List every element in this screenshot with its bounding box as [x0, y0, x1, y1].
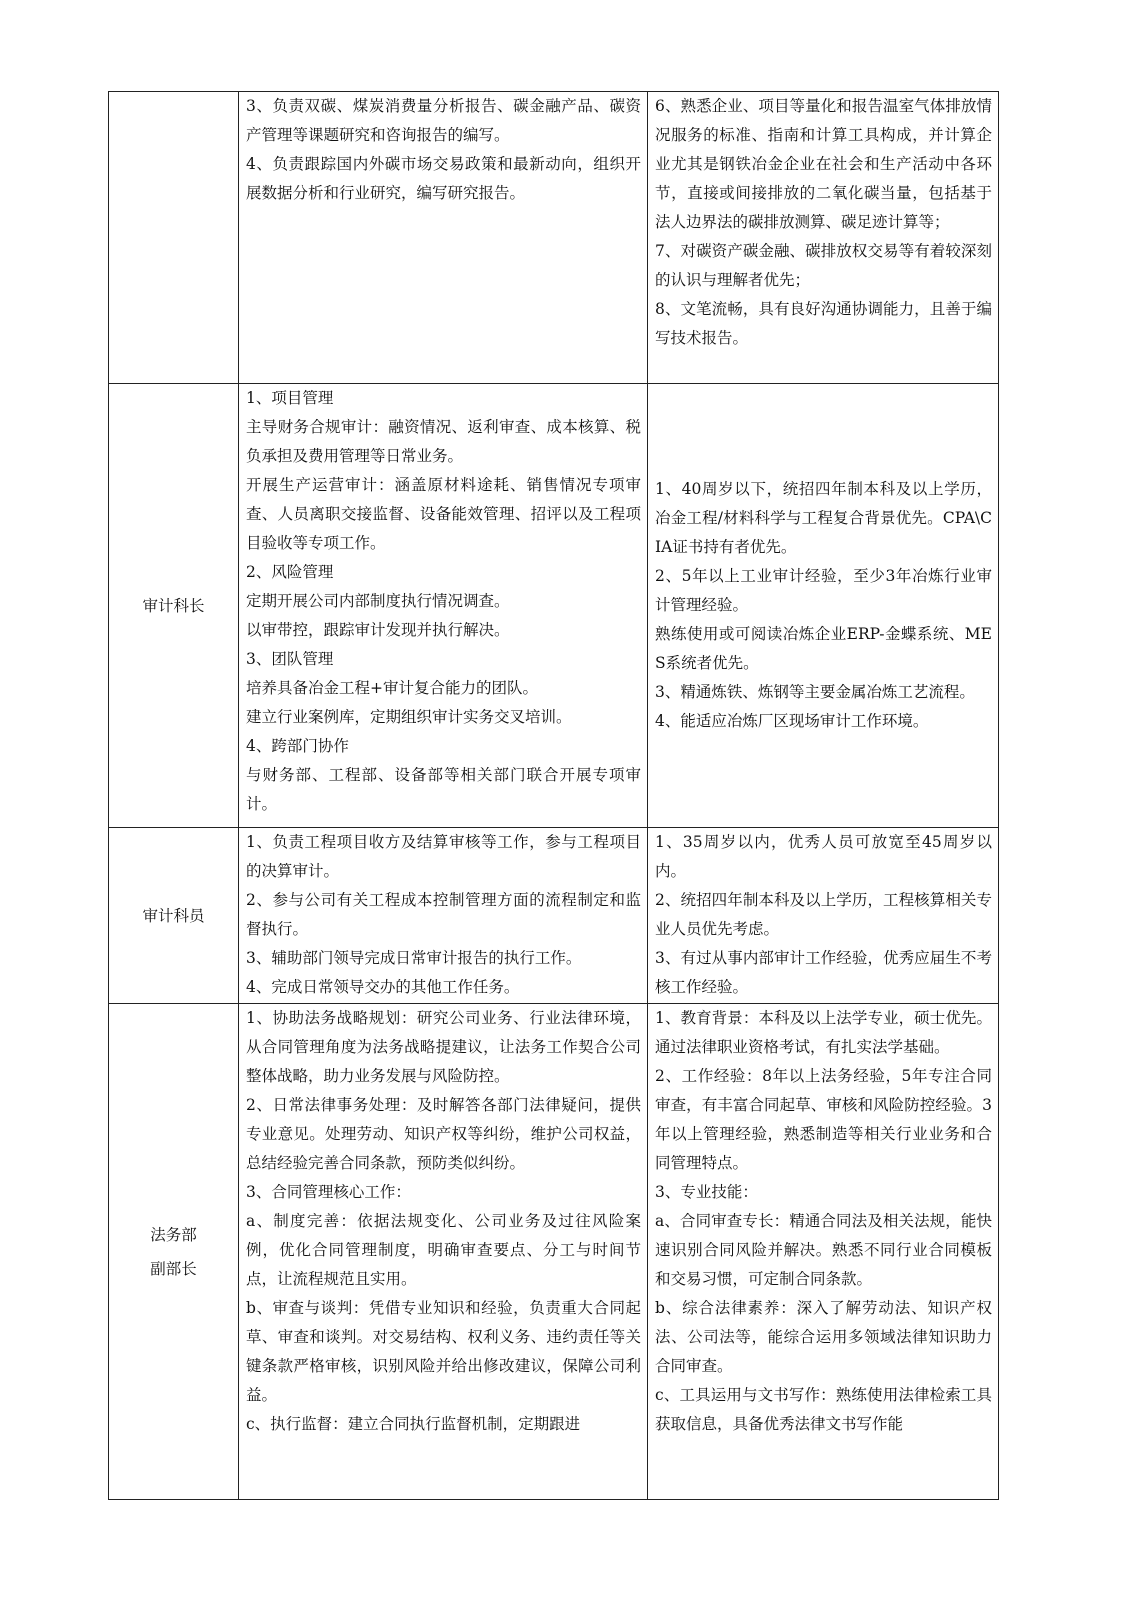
job-requirements-table: [108, 91, 999, 1500]
duties-cell: [239, 384, 648, 828]
duty-item: 1、项目管理: [246, 389, 334, 407]
position-cell: [109, 1004, 239, 1500]
duty-item: 主导财务合规审计：融资情况、返利审查、成本核算、税负承担及费用管理等日常业务。: [246, 418, 641, 465]
duty-item: 1、协助法务战略规划：研究公司业务、行业法律环境，从合同管理角度为法务战略提建议，让法务工作契合公司整体战略，助力业务发展与风险防控。: [246, 1009, 641, 1085]
requirement-item: 3、专业技能：: [655, 1183, 758, 1201]
duty-item: 3、团队管理: [246, 650, 334, 668]
duty-item: 2、风险管理: [246, 563, 334, 581]
position-title: 审计科员: [142, 906, 205, 925]
duty-item: 以审带控，跟踪审计发现并执行解决。: [246, 621, 510, 639]
duties-cell: [239, 1004, 648, 1500]
requirement-item: 2、统招四年制本科及以上学历，工程核算相关专业人员优先考虑。: [655, 891, 992, 938]
duty-item: 2、参与公司有关工程成本控制管理方面的流程制定和监督执行。: [246, 891, 641, 938]
requirement-item: b、综合法律素养：深入了解劳动法、知识产权法、公司法等，能综合运用多领域法律知识助力合同审查。: [655, 1299, 992, 1375]
duty-item: 3、负责双碳、煤炭消费量分析报告、碳金融产品、碳资产管理等课题研究和咨询报告的编写。: [246, 97, 641, 144]
duty-item: 3、辅助部门领导完成日常审计报告的执行工作。: [246, 949, 582, 967]
duty-item: 4、负责跟踪国内外碳市场交易政策和最新动向，组织开展数据分析和行业研究，编写研究报告。: [246, 155, 641, 202]
requirement-item: c、工具运用与文书写作：熟练使用法律检索工具获取信息，具备优秀法律文书写作能: [655, 1386, 992, 1433]
requirement-item: 2、工作经验：8年以上法务经验，5年专注合同审查，有丰富合同起草、审核和风险防控经验。3年以上管理经验，熟悉制造等相关行业业务和合同管理特点。: [655, 1067, 992, 1172]
duty-item: 4、完成日常领导交办的其他工作任务。: [246, 978, 520, 996]
duty-item: 2、日常法律事务处理：及时解答各部门法律疑问，提供专业意见。处理劳动、知识产权等纠纷，维护公司权益，总结经验完善合同条款，预防类似纠纷。: [246, 1096, 641, 1172]
requirement-item: 3、有过从事内部审计工作经验，优秀应届生不考核工作经验。: [655, 949, 992, 996]
duty-item: 3、合同管理核心工作：: [246, 1183, 411, 1201]
duty-item: 与财务部、工程部、设备部等相关部门联合开展专项审计。: [246, 766, 641, 813]
requirement-item: 1、教育背景：本科及以上法学专业，硕士优先。通过法律职业资格考试，有扎实法学基础。: [655, 1009, 992, 1056]
requirement-item: 7、对碳资产碳金融、碳排放权交易等有着较深刻的认识与理解者优先；: [655, 242, 992, 289]
table-row: [109, 92, 999, 384]
duties-cell: [239, 828, 648, 1004]
duty-item: c、执行监督：建立合同执行监督机制，定期跟进: [246, 1415, 581, 1433]
duties-cell: [239, 92, 648, 384]
table-row: [109, 1004, 999, 1500]
requirement-item: 2、5年以上工业审计经验，至少3年冶炼行业审计管理经验。: [655, 567, 992, 614]
duty-item: 4、跨部门协作: [246, 737, 349, 755]
duty-item: 1、负责工程项目收方及结算审核等工作，参与工程项目的决算审计。: [246, 833, 641, 880]
position-title: 审计科长: [142, 596, 205, 615]
table-row: [109, 384, 999, 828]
position-cell: [109, 384, 239, 828]
duty-item: 定期开展公司内部制度执行情况调查。: [246, 592, 510, 610]
requirement-item: a、合同审查专长：精通合同法及相关法规，能快速识别合同风险并解决。熟悉不同行业合同模板和交易习惯，可定制合同条款。: [655, 1212, 992, 1288]
duty-item: 开展生产运营审计：涵盖原材料途耗、销售情况专项审查、人员离职交接监督、设备能效管理、招评以及工程项目验收等专项工作。: [246, 476, 641, 552]
position-cell: [109, 92, 239, 384]
requirement-item: 1、40周岁以下，统招四年制本科及以上学历，冶金工程/材料科学与工程复合背景优先。CPA\CIA证书持有者优先。: [655, 480, 992, 556]
requirements-cell: [648, 1004, 999, 1500]
requirement-item: 3、精通炼铁、炼钢等主要金属冶炼工艺流程。: [655, 683, 975, 701]
requirement-item: 熟练使用或可阅读冶炼企业ERP-金蝶系统、MES系统者优先。: [655, 625, 992, 672]
requirement-item: 4、能适应冶炼厂区现场审计工作环境。: [655, 712, 929, 730]
requirements-cell: [648, 92, 999, 384]
position-title-line: 法务部: [150, 1225, 197, 1244]
position-title-line: 副部长: [150, 1259, 197, 1278]
requirements-cell: [648, 828, 999, 1004]
duty-item: 培养具备冶金工程+审计复合能力的团队。: [246, 679, 538, 697]
position-cell: [109, 828, 239, 1004]
duty-item: b、审查与谈判：凭借专业知识和经验，负责重大合同起草、审查和谈判。对交易结构、权利义务、违约责任等关键条款严格审核，识别风险并给出修改建议，保障公司利益。: [246, 1299, 641, 1404]
duty-item: a、制度完善：依据法规变化、公司业务及过往风险案例，优化合同管理制度，明确审查要点、分工与时间节点，让流程规范且实用。: [246, 1212, 641, 1288]
requirement-item: 6、熟悉企业、项目等量化和报告温室气体排放情况服务的标准、指南和计算工具构成，并计算企业尤其是钢铁冶金企业在社会和生产活动中各环节，直接或间接排放的二氧化碳当量，包括基于法人边界法的碳排放测算、碳足迹计算等；: [655, 97, 992, 231]
requirement-item: 1、35周岁以内，优秀人员可放宽至45周岁以内。: [655, 833, 992, 880]
requirement-item: 8、文笔流畅，具有良好沟通协调能力，且善于编写技术报告。: [655, 300, 992, 347]
table-row: [109, 828, 999, 1004]
requirements-cell: [648, 384, 999, 828]
duty-item: 建立行业案例库，定期组织审计实务交叉培训。: [246, 708, 572, 726]
